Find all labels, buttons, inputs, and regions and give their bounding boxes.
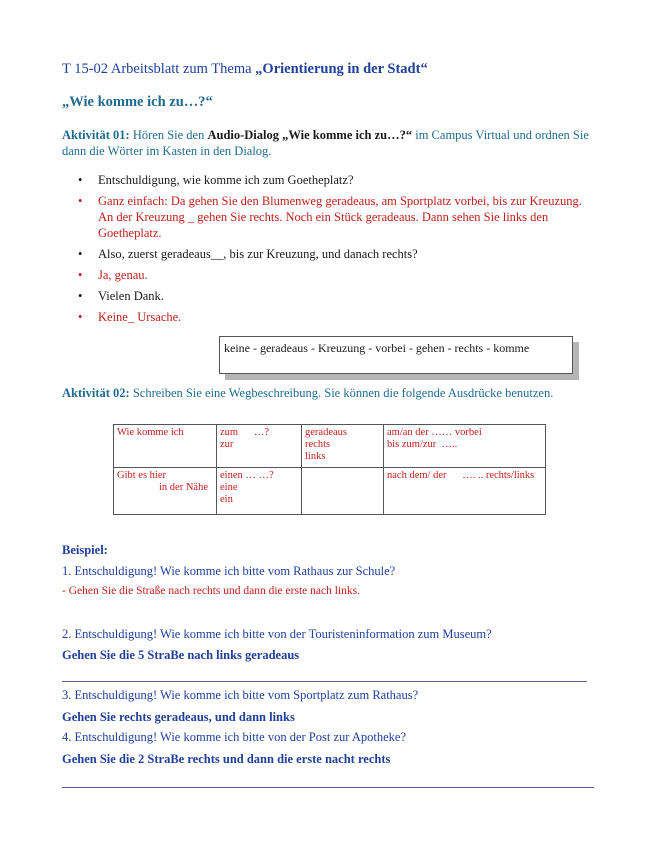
bullet-icon: • (78, 247, 83, 261)
answer-line (62, 681, 587, 682)
table-cell-text: nach dem/ der …. .. rechts/links (387, 470, 535, 481)
title-topic: „Orientierung in der Stadt“ (255, 61, 428, 77)
table-cell (217, 425, 302, 468)
table-row (114, 468, 546, 515)
activity-2-text: Schreiben Sie eine Wegbeschreibung. Sie können die folgende Ausdrücke benutzen. (129, 386, 554, 400)
activity-2-label: Aktivität 02: (62, 386, 130, 400)
question-1: 1. Entschuldigung! Wie komme ich bitte vom Rathaus zur Schule? (62, 564, 396, 578)
title-prefix: T 15-02 Arbeitsblatt zum Thema (62, 61, 256, 77)
bullet-icon: • (78, 173, 83, 187)
activity-1-label: Aktivität 01: (62, 128, 130, 142)
dialog-line (62, 309, 582, 325)
answer-4[interactable]: Gehen Sie die 2 StraBe rechts und dann die erste nacht rechts (62, 752, 391, 766)
page-subtitle: „Wie komme ich zu…?“ (62, 94, 213, 110)
bullet-icon: • (78, 310, 83, 324)
answer-line (62, 787, 594, 788)
table-cell (217, 468, 302, 515)
dialog-line-text: Keine_ Ursache. (98, 310, 182, 324)
table-cell: Wie komme ich (114, 425, 217, 468)
dialog-line (62, 267, 582, 283)
activity-1-instructions (62, 127, 602, 159)
page-title (62, 61, 428, 78)
word-box: keine - geradeaus - Kreuzung - vorbei - gehen - rechts - komme (219, 336, 573, 374)
activity-2-instructions (62, 386, 553, 401)
dialog-line (62, 172, 582, 188)
question-4: 4. Entschuldigung! Wie komme ich bitte von der Post zur Apotheke? (62, 730, 406, 744)
bullet-icon: • (78, 289, 83, 303)
table-cell (384, 425, 546, 468)
answer-1: - Gehen Sie die Straße nach rechts und dann die erste nach links. (62, 585, 360, 597)
table-cell (384, 468, 546, 515)
activity-1-audio-title: Audio-Dialog „Wie komme ich zu…?“ (207, 128, 413, 142)
table-cell-text: einen … …? eine ein (220, 470, 274, 505)
dialog-line (62, 193, 582, 241)
activity-1-text-c: im Campus Virtual und ordnen Sie dann die Wörter im Kasten in den Dialog. (62, 128, 589, 158)
table-cell-text: geradeaus rechts links (305, 427, 347, 462)
dialog-line-text: Ja, genau. (98, 268, 148, 282)
table-cell-text: Gibt es hier in der Nähe (117, 470, 208, 493)
table-cell (302, 468, 384, 515)
example-heading: Beispiel: (62, 543, 108, 557)
answer-2[interactable]: Gehen Sie die 5 StraBe nach links geradeaus (62, 648, 300, 662)
dialog-line-text: Ganz einfach: Da gehen Sie den Blumenweg geradeaus, am Sportplatz vorbei, bis zur Kreuzung. An der Kreuzung _ gehen Sie rechts. Noch ein Stück geradeaus. Dann sehen Sie links den Goetheplatz. (98, 194, 582, 240)
bullet-icon: • (78, 194, 83, 208)
table-cell (114, 468, 217, 515)
dialog-line-text: Also, zuerst geradeaus__, bis zur Kreuzung, und danach rechts? (98, 247, 418, 261)
activity-1-text-a: Hören Sie den (129, 128, 208, 142)
dialog-line (62, 288, 582, 304)
table-cell (302, 425, 384, 468)
bullet-icon: • (78, 268, 83, 282)
dialog-line-text: Vielen Dank. (98, 289, 164, 303)
question-3: 3. Entschuldigung! Wie komme ich bitte vom Sportplatz zum Rathaus? (62, 688, 419, 702)
dialog-line (62, 246, 582, 262)
table-cell-text: am/an der …… vorbei bis zum/zur ….. (387, 427, 482, 450)
dialog-line-text: Entschuldigung, wie komme ich zum Goetheplatz? (98, 173, 354, 187)
phrase-table (113, 424, 546, 515)
table-cell-text: zum …? zur (220, 427, 269, 450)
dialog-list (62, 172, 582, 330)
table-row (114, 425, 546, 468)
question-2: 2. Entschuldigung! Wie komme ich bitte von der Touristeninformation zum Museum? (62, 627, 492, 641)
answer-3[interactable]: Gehen Sie rechts geradeaus, und dann links (62, 710, 295, 724)
